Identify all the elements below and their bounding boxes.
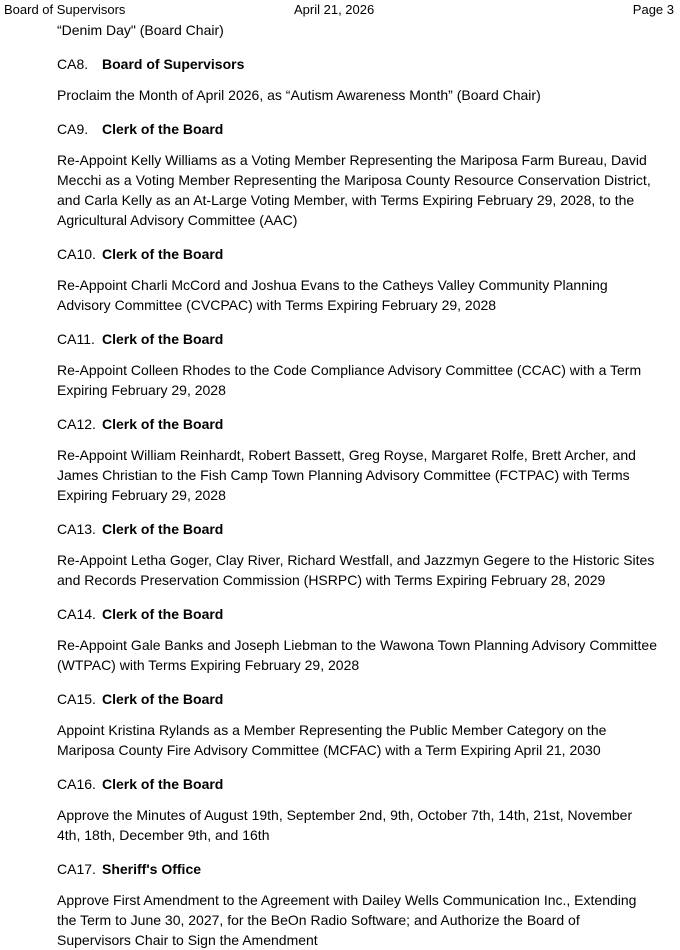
- item-department: Clerk of the Board: [102, 691, 224, 707]
- item-heading: [57, 119, 657, 139]
- agenda-item-ca9: [57, 119, 657, 230]
- item-heading: [57, 774, 657, 794]
- item-number: CA15.: [57, 691, 96, 707]
- continuation-text: “Denim Day" (Board Chair): [57, 22, 224, 38]
- item-department: Clerk of the Board: [102, 416, 224, 432]
- item-number: CA12.: [57, 416, 96, 432]
- header-page-number: Page 3: [632, 2, 674, 17]
- item-number: CA10.: [57, 246, 96, 262]
- item-heading: [57, 604, 657, 624]
- item-description: Re-Appoint Charli McCord and Joshua Evans to the Catheys Valley Community Planning Advisory Committee (CVCPAC) with Terms Expiring February 29, 2028: [57, 277, 608, 313]
- item-number: CA11.: [57, 331, 95, 347]
- item-heading: [57, 54, 657, 74]
- item-number: CA9.: [57, 121, 89, 137]
- agenda-content: [57, 20, 657, 950]
- agenda-item-ca11: [57, 329, 657, 400]
- page-header: [4, 1, 674, 19]
- agenda-item-ca14: [57, 604, 657, 675]
- item-number: CA16.: [57, 776, 96, 792]
- header-date: April 21, 2026: [294, 2, 375, 17]
- item-description: Re-Appoint Gale Banks and Joseph Liebman to the Wawona Town Planning Advisory Committee (WTPAC) with Terms Expiring February 29, 2028: [57, 637, 658, 673]
- item-heading: [57, 519, 657, 539]
- item-heading: [57, 244, 657, 264]
- item-heading: [57, 414, 657, 434]
- item-description: Approve First Amendment to the Agreement with Dailey Wells Communication Inc., Extending the Term to June 30, 2027, for the BeOn Radio Software; and Authorize the Board of Supervisors Chair to Sign the Amendment: [57, 892, 637, 948]
- header-organization: Board of Supervisors: [4, 2, 126, 17]
- item-description: Re-Appoint Colleen Rhodes to the Code Compliance Advisory Committee (CCAC) with a Term Expiring February 29, 2028: [57, 362, 642, 398]
- item-heading: [57, 859, 657, 879]
- item-number: CA17.: [57, 861, 96, 877]
- agenda-item-ca17: [57, 859, 657, 950]
- item-description: Re-Appoint Kelly Williams as a Voting Member Representing the Mariposa Farm Bureau, David Mecchi as a Voting Member Representing the Mariposa County Resource Conservation District, and Carla Kelly as an At-Large Voting Member, with Terms Expiring February 29, 2028, to the Agricultural Advisory Committee (AAC): [57, 152, 651, 228]
- agenda-item-ca12: [57, 414, 657, 505]
- item-description: Re-Appoint Letha Goger, Clay River, Richard Westfall, and Jazzmyn Gegere to the Historic Sites and Records Preservation Commission (HSRPC) with Terms Expiring February 28, 2029: [57, 552, 655, 588]
- item-department: Sheriff's Office: [102, 861, 202, 877]
- item-number: CA13.: [57, 521, 96, 537]
- item-department: Clerk of the Board: [102, 331, 224, 347]
- agenda-item-ca8: [57, 54, 657, 105]
- item-description: Re-Appoint William Reinhardt, Robert Bassett, Greg Royse, Margaret Rolfe, Brett Archer, and James Christian to the Fish Camp Town Planning Advisory Committee (FCTPAC) with Terms Expiring February 29, 2028: [57, 447, 636, 503]
- item-description: Approve the Minutes of August 19th, September 2nd, 9th, October 7th, 14th, 21st, November 4th, 18th, December 9th, and 16th: [57, 807, 633, 843]
- item-heading: [57, 689, 657, 709]
- item-description: Proclaim the Month of April 2026, as “Autism Awareness Month” (Board Chair): [57, 87, 541, 103]
- item-department: Clerk of the Board: [102, 121, 224, 137]
- agenda-item-ca13: [57, 519, 657, 590]
- item-department: Clerk of the Board: [102, 776, 224, 792]
- item-number: CA14.: [57, 606, 96, 622]
- item-department: Board of Supervisors: [102, 56, 245, 72]
- item-heading: [57, 329, 657, 349]
- item-department: Clerk of the Board: [102, 606, 224, 622]
- agenda-item-ca15: [57, 689, 657, 760]
- item-department: Clerk of the Board: [102, 521, 224, 537]
- item-department: Clerk of the Board: [102, 246, 224, 262]
- agenda-item-ca10: [57, 244, 657, 315]
- agenda-item-ca16: [57, 774, 657, 845]
- item-number: CA8.: [57, 56, 89, 72]
- item-description: Appoint Kristina Rylands as a Member Representing the Public Member Category on the Mariposa County Fire Advisory Committee (MCFAC) with a Term Expiring April 21, 2030: [57, 722, 607, 758]
